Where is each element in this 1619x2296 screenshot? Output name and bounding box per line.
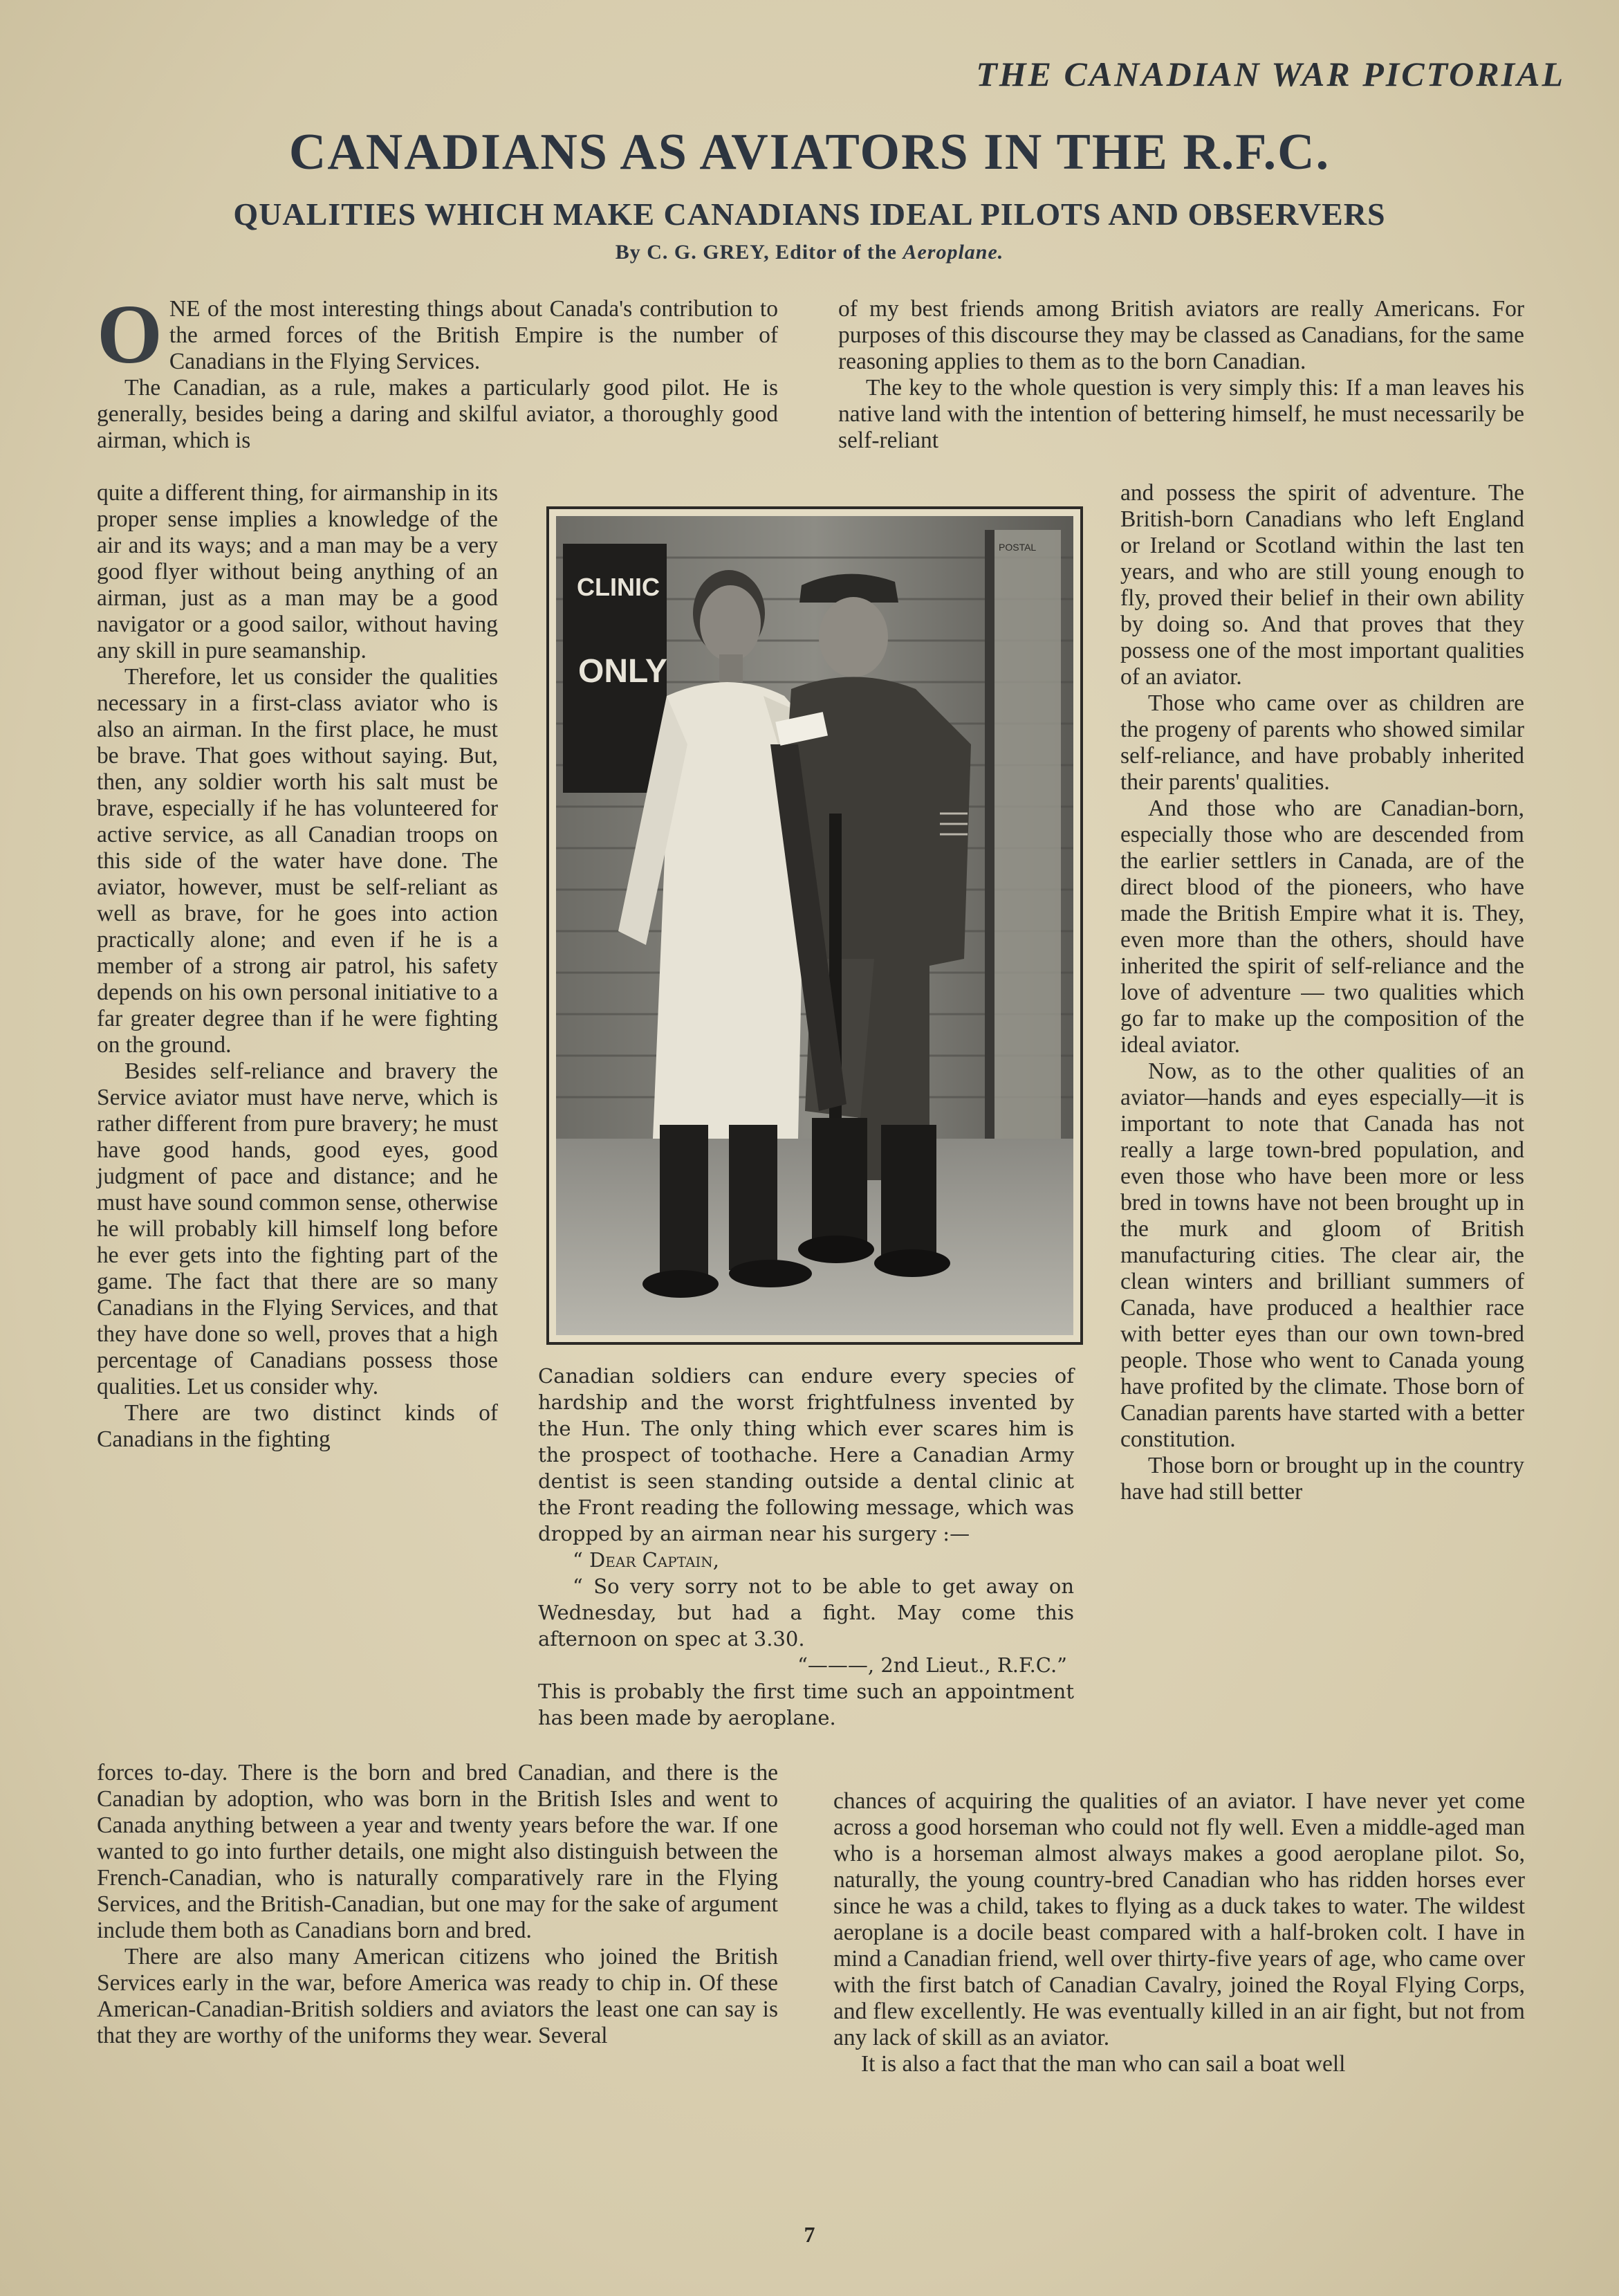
svg-text:POSTAL: POSTAL [999,542,1037,553]
paragraph: Now, as to the other qualities of an aviator—hands and eyes especially—it is important to note that Canada has not really a large town-bred population, and even those who have been more or less bred in towns have not been brought up in the murk and gloom of British manufacturing cities. The clear air, the clean winters and brilliant summers of Canada, have produced a healthier race with better eyes than our own town-bred people. Those who went to Canada young have profited by the climate. Those born of Canadian parents have started with a better constitution. [1120,1058,1524,1452]
paragraph: of my best friends among British aviators are really Americans. For purposes of this discourse they may be classed as Canadians, for the same reasoning applies to them as to the born Canadian. [838,296,1524,374]
paragraph: Those born or brought up in the country have had still better [1120,1453,1524,1505]
paragraph: There are two distinct kinds of Canadians in the fighting [97,1400,498,1452]
paragraph: The key to the whole question is very simply this: If a man leaves his native land with the intention of bettering himself, he must necessarily be self-reliant [838,375,1524,453]
page-number: 7 [804,2222,815,2247]
paragraph-text: NE of the most interesting things about Canada's contribution to the armed forces of the British Empire is the number of Canadians in the Flying Services. [169,296,778,374]
right-column-bottom [833,1788,1525,2077]
sign-only-text: ONLY [578,653,667,690]
paragraph: and possess the spirit of adventure. The British-born Canadians who left England or Ireland or Scotland within the last ten years, and who are still young enough to fly, proved their belief in their own ability by doing so. And that proves that they possess one of the most important qualities of an aviator. [1120,480,1524,690]
caption-salutation: “ Dear Captain, [573,1548,720,1572]
paragraph: Therefore, let us consider the qualities necessary in a first-class aviator who is also an airman. In the first place, he must be brave. That goes without saying. But, then, any soldier worth his salt must be brave, especially if he has volunteered for active service, as all Canadian troops on this side of the water have done. The aviator, however, must be self-reliant as well as brave, for he goes into action practically alone; and even if he is a member of a strong air patrol, his safety depends on his own personal initiative to a far greater degree than if he were fighting on the ground. [97,664,498,1058]
photograph-frame [546,506,1083,1345]
byline-author: By C. G. GREY, Editor of the [615,241,897,264]
left-column-narrow [97,480,498,1453]
caption-message: “ So very sorry not to be able to get away on Wednesday, but had a fight. May come this afternoon on spec at 3.30. [538,1574,1074,1651]
sign-clinic-text: CLINIC [577,573,660,601]
left-column-top [97,288,778,454]
right-column-narrow [1120,480,1524,1505]
paragraph: There are also many American citizens who joined the British Services early in the war, before America was ready to chip in. Of these American-Canadian-British soldiers and aviators the least one can say is that they are worthy of the uniforms they wear. Several [97,1944,778,2048]
article-title: CANADIANS AS AVIATORS IN THE R.F.C. [288,124,1331,181]
byline [0,241,1619,264]
paragraph: forces to-day. There is the born and bred Canadian, and there is the Canadian by adoption, who was born in the British Isles and went to Canada anything between a year and twenty years before the war. If one wanted to go into further details, one might also distinguish between the French-Canadian, who is naturally comparatively rare in the Flying Services, and the British-Canadian, but one may for the sake of argument include them both as Canadians born and bred. [97,1760,778,1943]
photo-caption [538,1363,1074,1731]
byline-publication: Aeroplane. [903,241,1004,264]
caption-signature: “———, 2nd Lieut., R.F.C.” [797,1653,1067,1677]
caption-intro: Canadian soldiers can endure every species of hardship and the worst frightfulness invented by the Hun. The only thing which ever scares him is the prospect of toothache. Here a Canadian Army dentist is seen standing outside a dental clinic at the Front reading the following message, which was dropped by an airman near his surgery :— [538,1364,1074,1545]
article-subtitle: QUALITIES WHICH MAKE CANADIANS IDEAL PILOTS AND OBSERVERS [233,196,1386,232]
photograph [556,516,1073,1335]
drop-cap: O [97,288,163,381]
paragraph: quite a different thing, for airmanship in its proper sense implies a knowledge of the air and its ways; and a man may be a very good flyer without being anything of an airman, just as a man may be a good navigator or a good sailor, without having any skill in pure seamanship. [97,480,498,663]
running-title: THE CANADIAN WAR PICTORIAL [976,55,1565,93]
right-column-top [838,296,1524,454]
paragraph: chances of acquiring the qualities of an aviator. I have never yet come across a good horseman who could not fly well. Even a middle-aged man who is a horseman almost always makes a good aeroplane pilot. So, naturally, the young country-bred Canadian who has ridden horses ever since he was a child, takes to flying as a duck takes to water. The wildest aeroplane is a docile beast compared with a half-broken colt. I have in mind a Canadian friend, well over thirty-five years of age, who came over with the first batch of Canadian Cavalry, joined the Royal Flying Corps, and flew excellently. He was eventually killed in an air fight, but not from any lack of skill as an aviator. [833,1788,1525,2050]
left-column-bottom [97,1760,778,2049]
paragraph: Those who came over as children are the progeny of parents who showed similar self-reliance, and have probably inherited their parents' qualities. [1120,690,1524,795]
paragraph: It is also a fact that the man who can sail a boat well [861,2051,1346,2077]
paragraph: And those who are Canadian-born, especially those who are descended from the earlier settlers in Canada, are of the direct blood of the pioneers, who have made the British Empire what it is. They, even more than the others, should have inherited the spirit of self-reliance and the love of adventure — two qualities which go far to make up the composition of the ideal aviator. [1120,796,1524,1058]
paragraph: The Canadian, as a rule, makes a particularly good pilot. He is generally, besides being a daring and skilful aviator, a thoroughly good airman, which is [97,375,778,453]
opening-paragraph [97,288,778,381]
paragraph: Besides self-reliance and bravery the Service aviator must have nerve, which is rather different from pure bravery; he must have good hands, good eyes, good judgment of pace and distance; and he must have sound common sense, otherwise he will probably kill himself long before he ever gets into the fighting part of the game. The fact that there are so many Canadians in the Flying Services, and that they have done so well, proves that a high percentage of Canadians possess those qualities. Let us consider why. [97,1058,498,1399]
small-sign [999,542,1036,553]
caption-closing: This is probably the first time such an appointment has been made by aeroplane. [538,1680,1074,1729]
